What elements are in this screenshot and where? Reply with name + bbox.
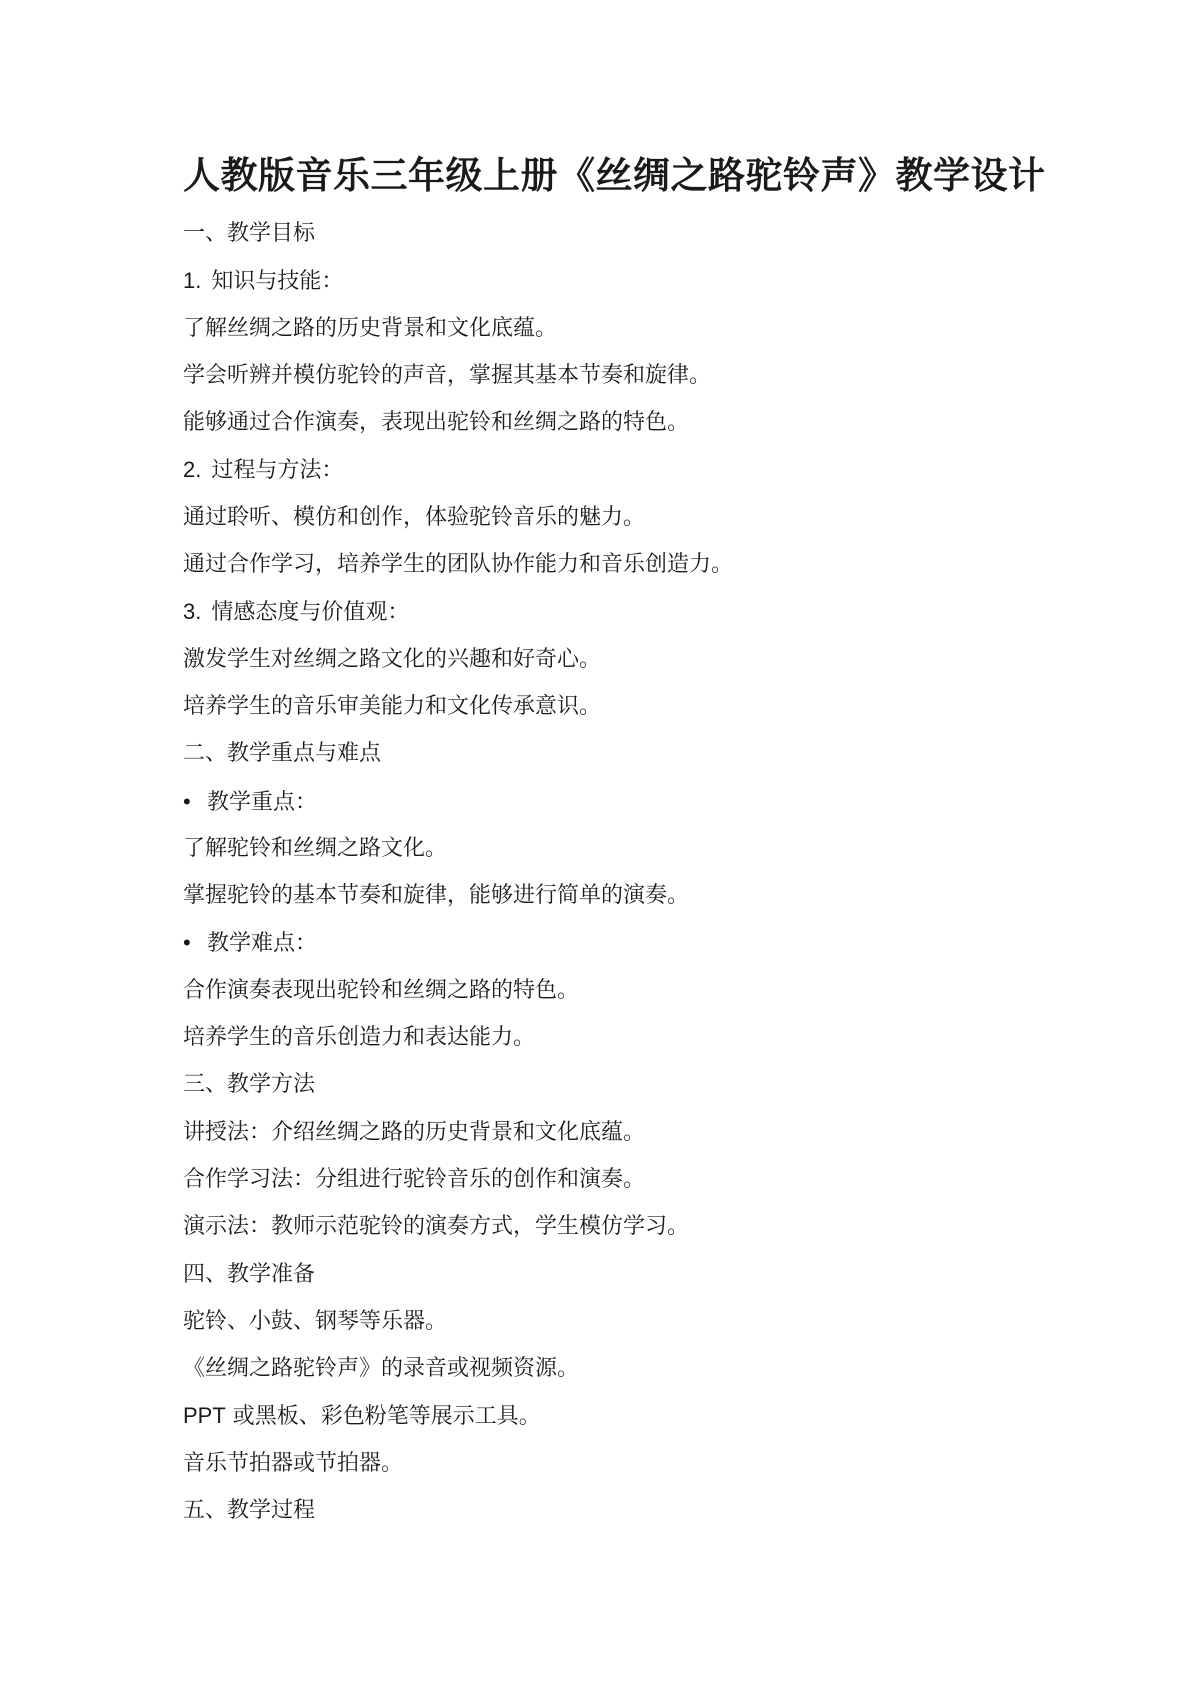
paragraph-line: 合作演奏表现出驼铃和丝绸之路的特色。 bbox=[183, 977, 580, 1003]
ppt-text: PPT bbox=[183, 1403, 226, 1429]
bullet-difficulty bbox=[183, 919, 1083, 966]
ppt-rest-text: 或黑板、彩色粉笔等展示工具。 bbox=[225, 1404, 541, 1430]
paragraph-line: 培养学生的音乐审美能力和文化传承意识。 bbox=[183, 693, 602, 719]
paragraph-line: 《丝绸之路驼铃声》的录音或视频资源。 bbox=[183, 1356, 580, 1382]
bullet-label: 教学难点： bbox=[207, 931, 318, 957]
subheading-label: 知识与技能： bbox=[211, 269, 344, 295]
list-number: 2. bbox=[183, 457, 202, 483]
list-number: 3. bbox=[183, 599, 202, 625]
section-heading-key-points: 二、教学重点与难点 bbox=[183, 741, 382, 767]
document-title: 人教版音乐三年级上册《丝绸之路驼铃声》教学设计 bbox=[183, 153, 1046, 197]
section-heading-preparation: 四、教学准备 bbox=[183, 1261, 316, 1287]
section-heading-process: 五、教学过程 bbox=[183, 1498, 316, 1524]
subheading-label: 情感态度与价值观： bbox=[211, 600, 410, 626]
bullet-icon: • bbox=[183, 788, 191, 814]
paragraph-line: 学会听辨并模仿驼铃的声音，掌握其基本节奏和旋律。 bbox=[183, 362, 712, 388]
paragraph-line: 合作学习法：分组进行驼铃音乐的创作和演奏。 bbox=[183, 1166, 646, 1192]
paragraph-line: 激发学生对丝绸之路文化的兴趣和好奇心。 bbox=[183, 646, 602, 672]
paragraph-line: 掌握驼铃的基本节奏和旋律，能够进行简单的演奏。 bbox=[183, 883, 690, 909]
paragraph-line-ppt bbox=[183, 1392, 1083, 1439]
paragraph-line: 能够通过合作演奏，表现出驼铃和丝绸之路的特色。 bbox=[183, 410, 690, 436]
subheading-knowledge-skills bbox=[183, 257, 1083, 304]
subheading-attitudes-values bbox=[183, 588, 1083, 635]
list-number: 1. bbox=[183, 268, 202, 294]
subheading-label: 过程与方法： bbox=[211, 458, 344, 484]
subheading-process-methods bbox=[183, 446, 1083, 493]
paragraph-line: 音乐节拍器或节拍器。 bbox=[183, 1450, 404, 1476]
section-heading-objectives: 一、教学目标 bbox=[183, 221, 316, 246]
bullet-key-point bbox=[183, 778, 1083, 825]
bullet-label: 教学重点： bbox=[207, 789, 318, 815]
paragraph-line: 通过合作学习，培养学生的团队协作能力和音乐创造力。 bbox=[183, 552, 734, 578]
paragraph-line: 通过聆听、模仿和创作，体验驼铃音乐的魅力。 bbox=[183, 504, 646, 530]
paragraph-line: 培养学生的音乐创造力和表达能力。 bbox=[183, 1025, 536, 1051]
paragraph-line: 驼铃、小鼓、钢琴等乐器。 bbox=[183, 1308, 448, 1334]
document-body bbox=[183, 210, 1083, 1534]
paragraph-line: 了解丝绸之路的历史背景和文化底蕴。 bbox=[183, 315, 558, 341]
section-heading-methods: 三、教学方法 bbox=[183, 1072, 316, 1098]
paragraph-line: 讲授法：介绍丝绸之路的历史背景和文化底蕴。 bbox=[183, 1119, 646, 1145]
paragraph-line: 了解驼铃和丝绸之路文化。 bbox=[183, 835, 448, 861]
paragraph-line: 演示法：教师示范驼铃的演奏方式，学生模仿学习。 bbox=[183, 1214, 690, 1240]
bullet-icon: • bbox=[183, 930, 191, 956]
